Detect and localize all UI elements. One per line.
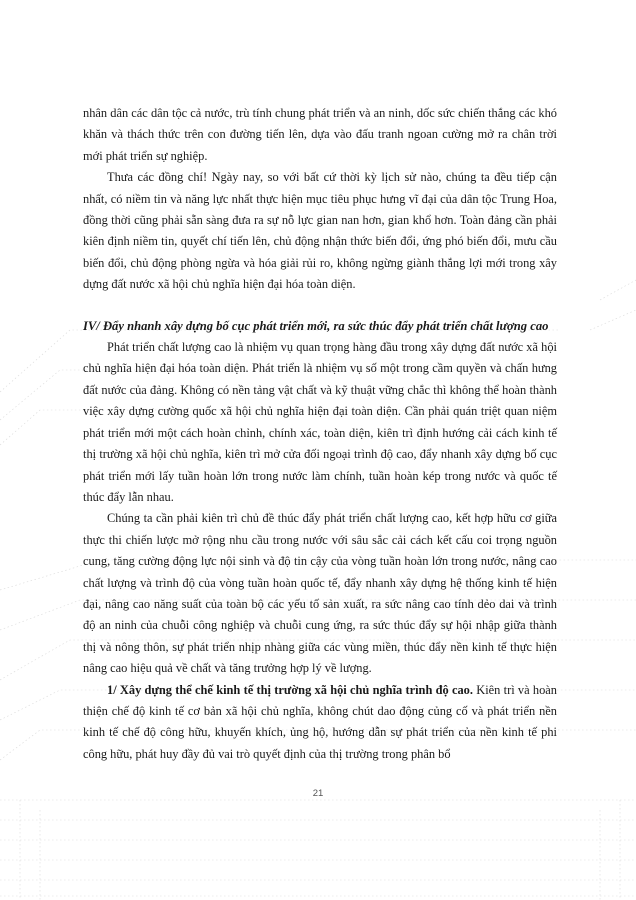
paragraph-section-1: Phát triển chất lượng cao là nhiệm vụ quan trọng hàng đầu trong xây dựng đất nước xã hội chủ nghĩa hiện đại hóa toàn diện. Phát triển là nhiệm vụ số một trong cầm quyền và chấn hưng đất nước của đảng. Không có nền tảng vật chất và kỹ thuật vững chắc thì không thể hoàn thành việc xây dựng cường quốc xã hội chủ nghĩa hiện đại toàn diện. Cần phải quán triệt quan niệm phát triển mới một cách hoàn chỉnh, chính xác, toàn diện, kiên trì định hướng cải cách kinh tế thị trường xã hội chủ nghĩa, kiên trì mở cửa đối ngoại trình độ cao, đẩy nhanh xây dựng bố cục phát triển mới lấy tuần hoàn lớn trong nước làm chính, tuần hoàn kép trong nước và quốc tế thúc đẩy lẫn nhau. <box>83 340 557 504</box>
paragraph-subsection <box>83 680 557 766</box>
paragraph-section-2: Chúng ta cần phải kiên trì chủ đề thúc đẩy phát triển chất lượng cao, kết hợp hữu cơ giữa thực thi chiến lược mở rộng nhu cầu trong nước với sâu sắc cải cách kết cấu coi trọng nguồn cung, tăng cường động lực nội sinh và độ tin cậy của vòng tuần hoàn lớn trong nước, nâng cao chất lượng và trình độ của vòng tuần hoàn quốc tế, đẩy nhanh xây dựng hệ thống kinh tế hiện đại, nâng cao năng suất của toàn bộ các yếu tố sản xuất, ra sức nâng cao tính dẻo dai và trình độ an ninh của chuỗi công nghiệp và chuỗi cung ứng, ra sức thúc đẩy sự hội nhập giữa thành thị và nông thôn, sự phát triển nhịp nhàng giữa các vùng miền, thúc đẩy nền kinh tế thực hiện nâng cao hiệu quả về chất và tăng trưởng hợp lý về lượng. <box>83 511 557 676</box>
section-heading: IV/ Đẩy nhanh xây dựng bố cục phát triển mới, ra sức thúc đẩy phát triển chất lượng cao <box>83 318 549 333</box>
document-page <box>83 103 557 765</box>
paragraph-continuation: nhân dân các dân tộc cả nước, trù tính chung phát triển và an ninh, dốc sức chiến thắng các khó khăn và thách thức trên con đường tiến lên, dựa vào đấu tranh ngoan cường mở ra chân trời mới phát triển sự nghiệp. <box>83 106 557 163</box>
subsection-title: 1/ Xây dựng thể chế kinh tế thị trường xã hội chủ nghĩa trình độ cao. <box>107 682 473 697</box>
page-number: 21 <box>312 788 324 799</box>
subsection-text: Kiên trì và hoàn thiện chế độ kinh tế cơ bản xã hội chủ nghĩa, không chút dao động củng cố và phát triển nền kinh tế chế độ công hữu, khuyến khích, ủng hộ, hướng dẫn sự phát triển của nền kinh tế phi công hữu, phát huy đầy đủ vai trò quyết định của thị trường trong phân bổ <box>83 682 557 761</box>
paragraph-greeting: Thưa các đồng chí! Ngày nay, so với bất cứ thời kỳ lịch sử nào, chúng ta đều tiếp cận nhất, có niềm tin và năng lực nhất thực hiện mục tiêu phục hưng vĩ đại của dân tộc Trung Hoa, đồng thời cũng phải sẵn sàng đưa ra sự nỗ lực gian nan hơn, gian khổ hơn. Toàn đảng cần phải kiên định niềm tin, quyết chí tiến lên, chủ động nhận thức biến đổi, ứng phó biến đổi, mưu cầu biến đổi, chủ động phòng ngừa và hóa giải rủi ro, không ngừng giành thắng lợi mới trong xây dựng đất nước xã hội chủ nghĩa hiện đại hóa toàn diện. <box>83 170 557 292</box>
